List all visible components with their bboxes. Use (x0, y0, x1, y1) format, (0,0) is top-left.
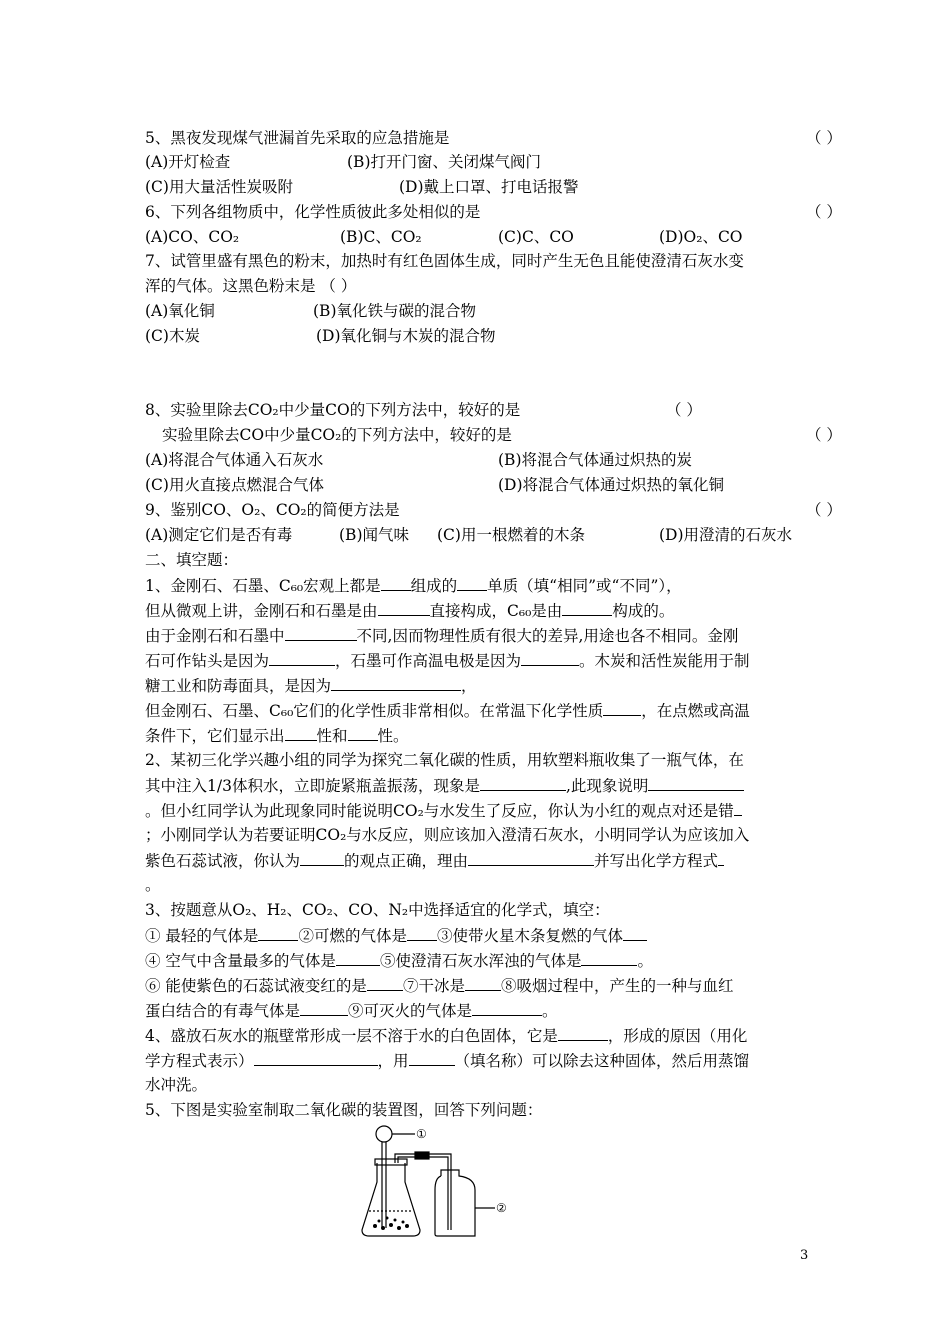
page-number: 3 (800, 1248, 809, 1263)
f2-line5: 紫色石蕊试液，你认为 的观点正确，理由 并写出化学方程式 (145, 850, 724, 871)
q7-option-d: (D)氧化铜与木炭的混合物 (316, 327, 496, 345)
q8-option-c: (C)用火直接点燃混合气体 (145, 476, 324, 494)
q9-option-b: (B)闻气味 (339, 526, 409, 544)
q5-option-b: (B)打开门窗、关闭煤气阀门 (347, 153, 541, 171)
q7-option-a: (A)氧化铜 (145, 302, 215, 320)
blank (300, 1000, 348, 1016)
blank (409, 1050, 455, 1066)
q9-stem: 9、鉴别CO、O₂、CO₂的简便方法是 (145, 501, 400, 519)
q5-answer-paren: （ ） (806, 129, 842, 147)
q6-option-a: (A)CO、CO₂ (145, 228, 240, 246)
q8-option-b: (B)将混合气体通过炽热的炭 (498, 451, 692, 469)
blank (734, 800, 742, 816)
gas-collecting-bottle (435, 1170, 475, 1236)
blank (285, 625, 357, 641)
section-title: 二、填空题： (145, 551, 239, 569)
f4-line1: 4、盛放石灰水的瓶壁常形成一层不溶于水的白色固体，它是 ，形成的原因（用化 (145, 1027, 748, 1045)
q5-option-d: (D)戴上口罩、打电话报警 (399, 178, 579, 196)
co2-apparatus-diagram (355, 1118, 530, 1243)
q7-stem-line1: 7、试管里盛有黑色的粉末，加热时有红色固体生成，同时产生无色且能使澄清石灰水变 (145, 252, 744, 270)
q9-option-a: (A)测定它们是否有毒 (145, 526, 293, 544)
label-2: ② (496, 1201, 507, 1215)
f1-line2: 但从微观上讲，金刚石和石墨是由 直接构成，C₆₀是由 构成的。 (145, 602, 675, 620)
f5-line1: 5、下图是实验室制取二氧化碳的装置图，回答下列问题： (145, 1101, 543, 1119)
f4-line3: 水冲洗。 (145, 1076, 208, 1094)
f4-line2: 学方程式表示） ，用 （填名称）可以除去这种固体，然后用蒸馏 (145, 1052, 750, 1070)
f1-line6: 但金刚石、石墨、C₆₀它们的化学性质非常相似。在常温下化学性质 ，在点燃或高温 (145, 702, 750, 720)
f1-line4: 石可作钻头是因为 ，石墨可作高温电极是因为 。木炭和活性炭能用于制 (145, 652, 750, 670)
f1-line5: 糖工业和防毒面具，是因为 ， (145, 677, 477, 695)
blank (378, 600, 430, 616)
q8-answer-paren-1: （ ） (666, 401, 702, 419)
blank (718, 850, 724, 866)
blank (285, 725, 317, 741)
f2-line1: 2、某初三化学兴趣小组的同学为探究二氧化碳的性质，用软塑料瓶收集了一瓶气体，在 (145, 751, 744, 769)
marble-chips (373, 1217, 409, 1231)
rubber-connector (415, 1152, 429, 1159)
blank (603, 700, 641, 716)
blank (457, 575, 487, 591)
f1-line1: 1、金刚石、石墨、C₆₀宏观上都是 组成的 单质（填“相同”或“不同”）， (145, 577, 682, 595)
q5-stem: 5、黑夜发现煤气泄漏首先采取的应急措施是 (145, 129, 450, 147)
q9-answer-paren: （ ） (806, 501, 842, 519)
q9-option-d: (D)用澄清的石灰水 (659, 526, 793, 544)
blank (300, 850, 344, 866)
q8-option-d: (D)将混合气体通过炽热的氧化铜 (498, 476, 725, 494)
label-1: ① (416, 1127, 427, 1141)
f1-line7: 条件下，它们显示出 性和 性。 (145, 727, 409, 745)
f3-line4: ⑥ 能使紫色的石蕊试液变红的是 ⑦干冰是 ⑧吸烟过程中，产生的一种与血红 (145, 977, 734, 995)
blank (472, 1000, 542, 1016)
blank (258, 925, 298, 941)
q8-answer-paren-2: （ ） (806, 426, 842, 444)
q7-stem-line2: 浑的气体。这黑色粉末是 （ ） (145, 277, 357, 295)
f2-line2: 其中注入1/3体积水，立即旋紧瓶盖振荡，现象是 ,此现象说明 (145, 775, 744, 796)
q8-stem-line2: 实验里除去CO中少量CO₂的下列方法中，较好的是 (162, 426, 512, 444)
blank (623, 925, 647, 941)
q6-option-c: (C)C、CO (498, 228, 574, 246)
blank (407, 925, 437, 941)
blank (521, 650, 579, 666)
f2-line4: ；小刚同学认为若要证明CO₂与水反应，则应该加入澄清石灰水，小明同学认为应该加入 (145, 826, 750, 844)
blank (468, 850, 594, 866)
funnel-bulb (376, 1126, 392, 1142)
blank (348, 725, 378, 741)
blank (465, 975, 501, 991)
f3-line2: ① 最轻的气体是 ②可燃的气体是 ③使带火星木条复燃的气体 (145, 925, 647, 946)
q6-answer-paren: （ ） (806, 203, 842, 221)
blank (581, 950, 637, 966)
q5-option-c: (C)用大量活性炭吸附 (145, 178, 293, 196)
q8-option-a: (A)将混合气体通入石灰水 (145, 451, 324, 469)
flask-stopper (375, 1159, 407, 1165)
q5-option-a: (A)开灯检查 (145, 153, 231, 171)
blank (558, 1025, 608, 1041)
blank (331, 675, 461, 691)
q8-stem-line1: 8、实验里除去CO₂中少量CO的下列方法中，较好的是 (145, 401, 521, 419)
blank (269, 650, 335, 666)
blank (562, 600, 612, 616)
q7-option-c: (C)木炭 (145, 327, 200, 345)
q6-stem: 6、下列各组物质中，化学性质彼此多处相似的是 (145, 203, 481, 221)
blank (254, 1050, 378, 1066)
blank (480, 775, 566, 791)
q9-option-c: (C)用一根燃着的木条 (437, 526, 585, 544)
blank (367, 975, 403, 991)
f2-line3: 。但小红同学认为此现象同时能说明CO₂与水发生了反应，你认为小红的观点对还是错 (145, 800, 742, 821)
blank (381, 575, 411, 591)
f3-line1: 3、按题意从O₂、H₂、CO₂、CO、N₂中选择适宜的化学式，填空： (145, 901, 610, 919)
f1-line3: 由于金刚石和石墨中 不同,因而物理性质有很大的差异,用途也各不相同。金刚 (145, 627, 739, 645)
blank (336, 950, 380, 966)
f3-line5: 蛋白结合的有毒气体是 ⑨可灭火的气体是 。 (145, 1002, 558, 1020)
q6-option-b: (B)C、CO₂ (340, 228, 422, 246)
f3-line3: ④ 空气中含量最多的气体是 ⑤使澄清石灰水浑浊的气体是 。 (145, 952, 653, 970)
f2-line6: 。 (145, 876, 161, 894)
blank (648, 775, 744, 791)
q7-option-b: (B)氧化铁与碳的混合物 (313, 302, 476, 320)
q6-option-d: (D)O₂、CO (659, 228, 743, 246)
